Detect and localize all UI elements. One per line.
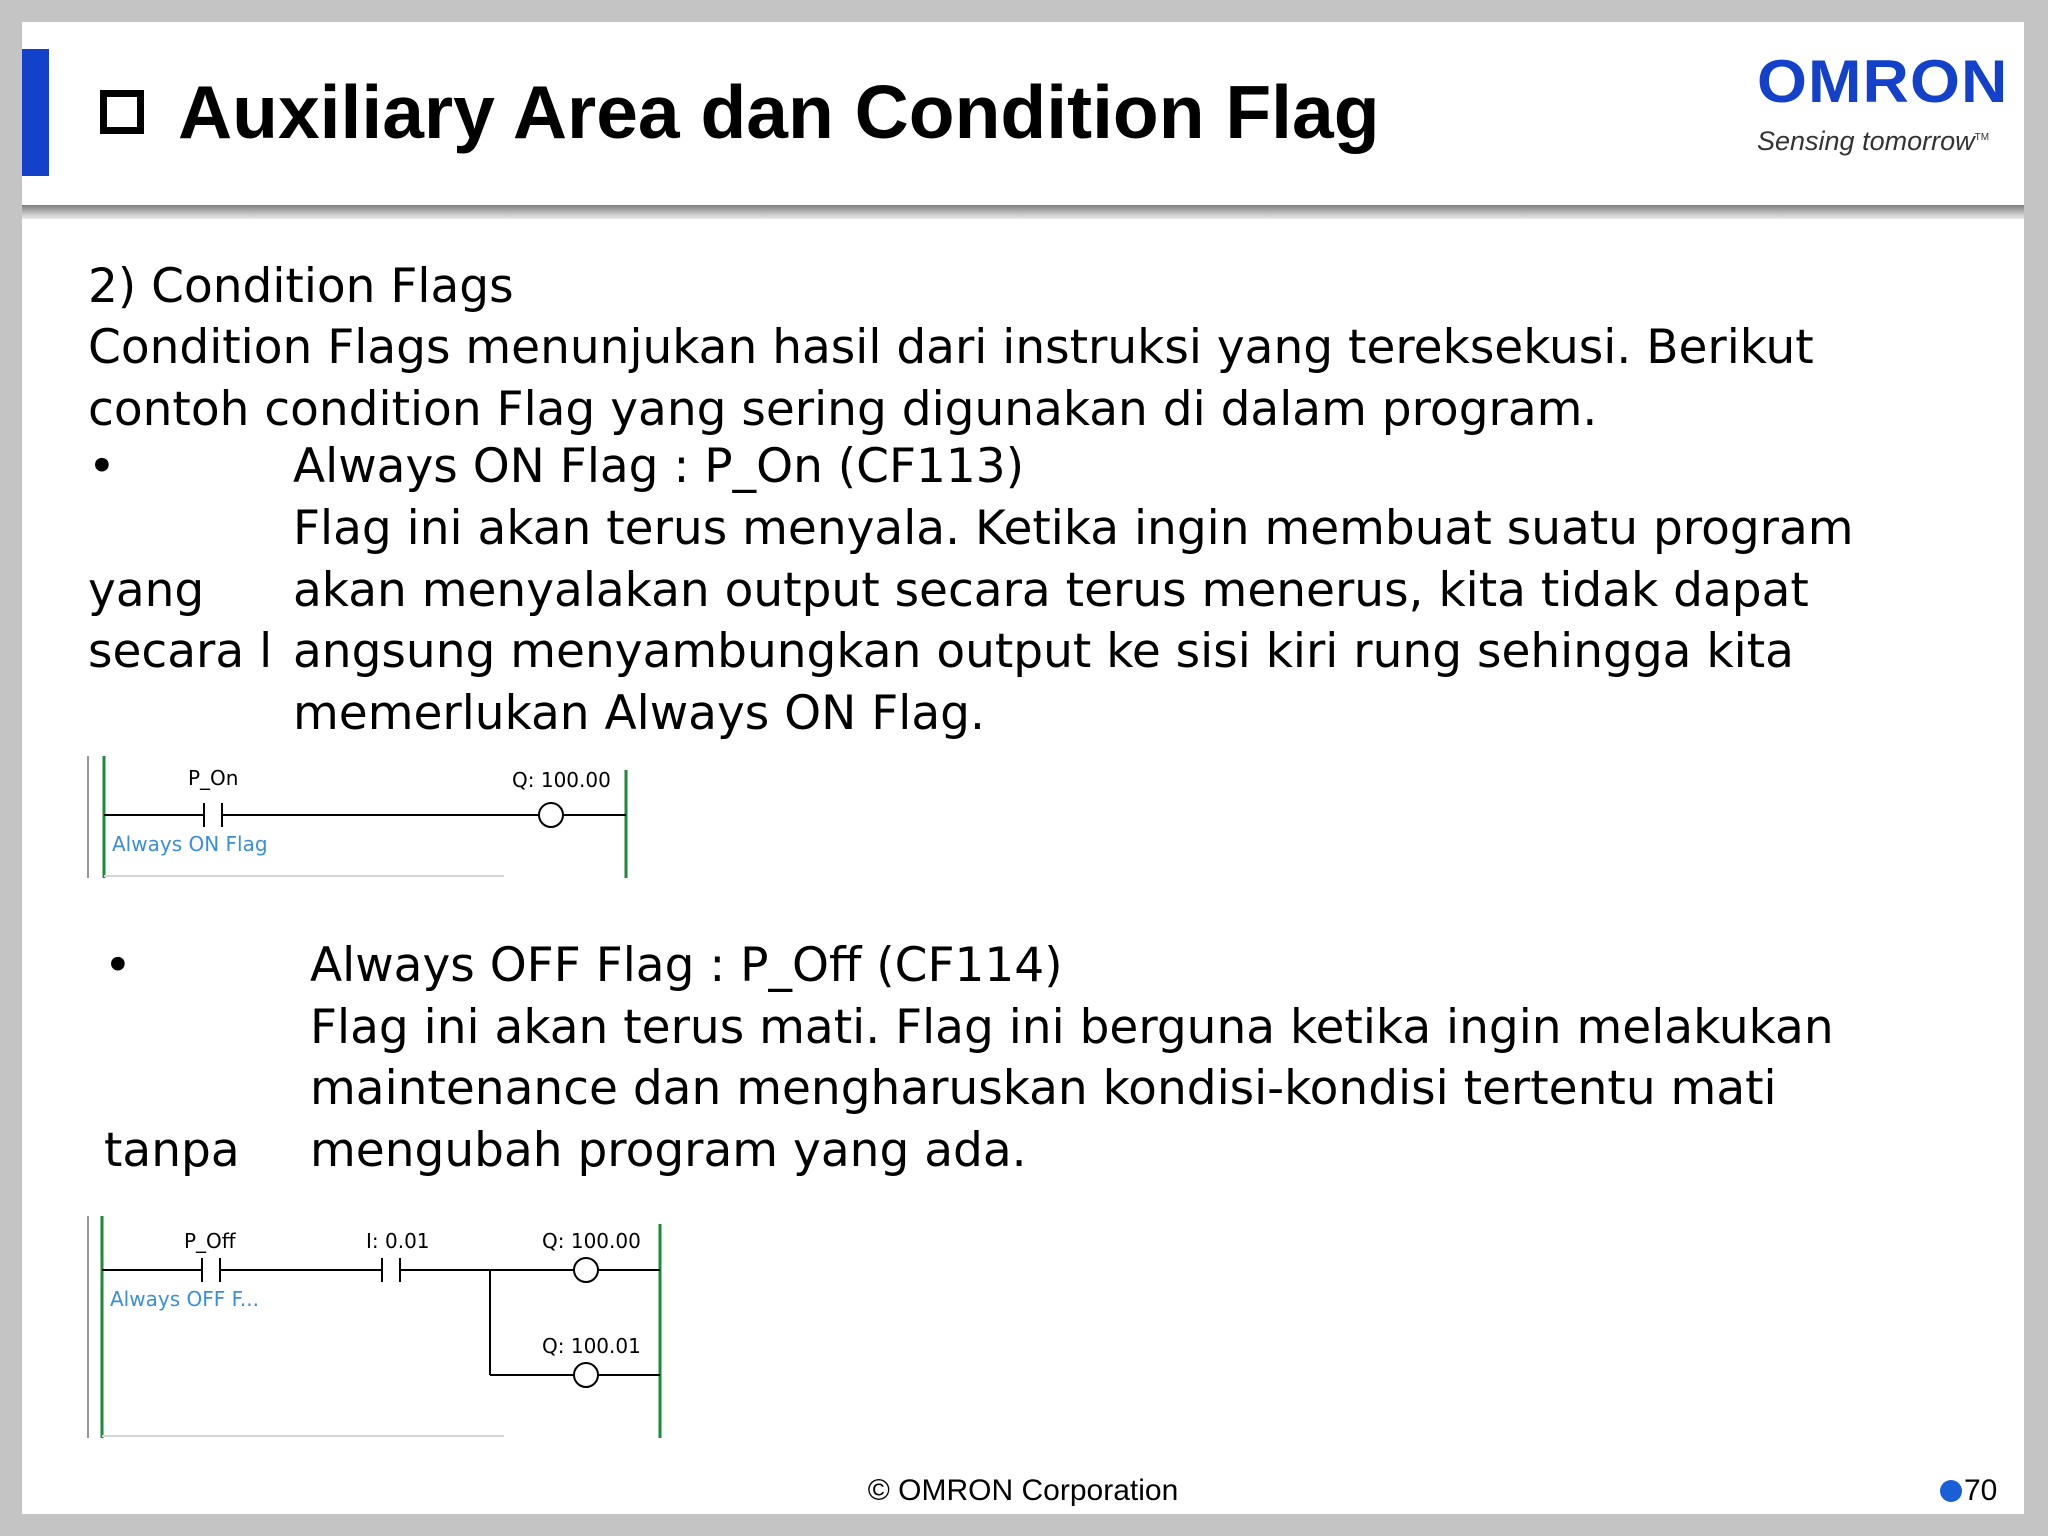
contact1-label: P_Off (184, 1229, 236, 1253)
slide-title-text: Auxiliary Area dan Condition Flag (178, 70, 1380, 154)
contact-i-0-01 (382, 1258, 400, 1282)
page-dot-icon (1940, 1480, 1962, 1502)
always-off-line-2: maintenance dan mengharuskan kondisi-kondisi tertentu mati (310, 1061, 1777, 1116)
slide-title (78, 52, 1380, 172)
intro-line-2: contoh condition Flag yang sering digunakan di dalam program. (88, 382, 1598, 437)
always-on-line-4: memerlukan Always ON Flag. (293, 686, 985, 741)
always-off-line-1: Flag ini akan terus mati. Flag ini berguna ketika ingin melakukan (310, 1000, 1834, 1055)
always-on-heading: Always ON Flag : P_On (CF113) (293, 439, 1025, 494)
always-off-left-word: tanpa (104, 1123, 240, 1178)
coil-q-100-00 (574, 1258, 598, 1282)
slide (22, 22, 2024, 1514)
coil-label: Q: 100.00 (512, 768, 611, 792)
checkbox-bullet-icon (100, 90, 144, 134)
contact2-label: I: 0.01 (366, 1229, 430, 1253)
section-heading: 2) Condition Flags (88, 259, 514, 314)
coil-q-100-01 (574, 1363, 598, 1387)
header-divider (22, 205, 2024, 219)
page-number-text: 70 (1964, 1474, 1998, 1507)
contact-label: P_On (188, 766, 239, 790)
always-on-left-word-1: yang (88, 563, 205, 618)
footer-copyright: © OMRON Corporation (867, 1474, 1179, 1507)
omron-logo (1757, 48, 2017, 157)
bullet-always-off: • (104, 938, 132, 993)
always-on-line-2: akan menyalakan output secara terus menerus, kita tidak dapat (293, 563, 1809, 618)
contact-p-off (202, 1258, 220, 1282)
logo-wordmark: OMRON (1757, 48, 2009, 115)
contact-comment: Always ON Flag (112, 832, 268, 856)
always-on-line-1: Flag ini akan terus menyala. Ketika ingin membuat suatu program (293, 501, 1854, 556)
ladder-diagram-always-off (84, 1190, 704, 1442)
always-on-line-3: angsung menyambungkan output ke sisi kiri rung sehingga kita (293, 624, 1794, 679)
coil-q-100-00 (539, 803, 563, 827)
page-number (1940, 1474, 1997, 1508)
title-accent-bar (22, 49, 49, 176)
ladder-diagram-always-on (84, 730, 684, 882)
always-on-left-word-2: secara l (88, 624, 273, 679)
logo-tagline: Sensing tomorrow™ (1757, 126, 1990, 156)
contact1-comment: Always OFF F... (110, 1287, 259, 1311)
contact-p-on (204, 803, 222, 827)
always-off-line-3: mengubah program yang ada. (310, 1123, 1027, 1178)
coil2-label: Q: 100.01 (542, 1334, 641, 1358)
coil1-label: Q: 100.00 (542, 1229, 641, 1253)
always-off-heading: Always OFF Flag : P_Off (CF114) (310, 938, 1063, 993)
intro-line-1: Condition Flags menunjukan hasil dari instruksi yang tereksekusi. Berikut (88, 320, 1814, 375)
bullet-always-on: • (88, 439, 116, 494)
